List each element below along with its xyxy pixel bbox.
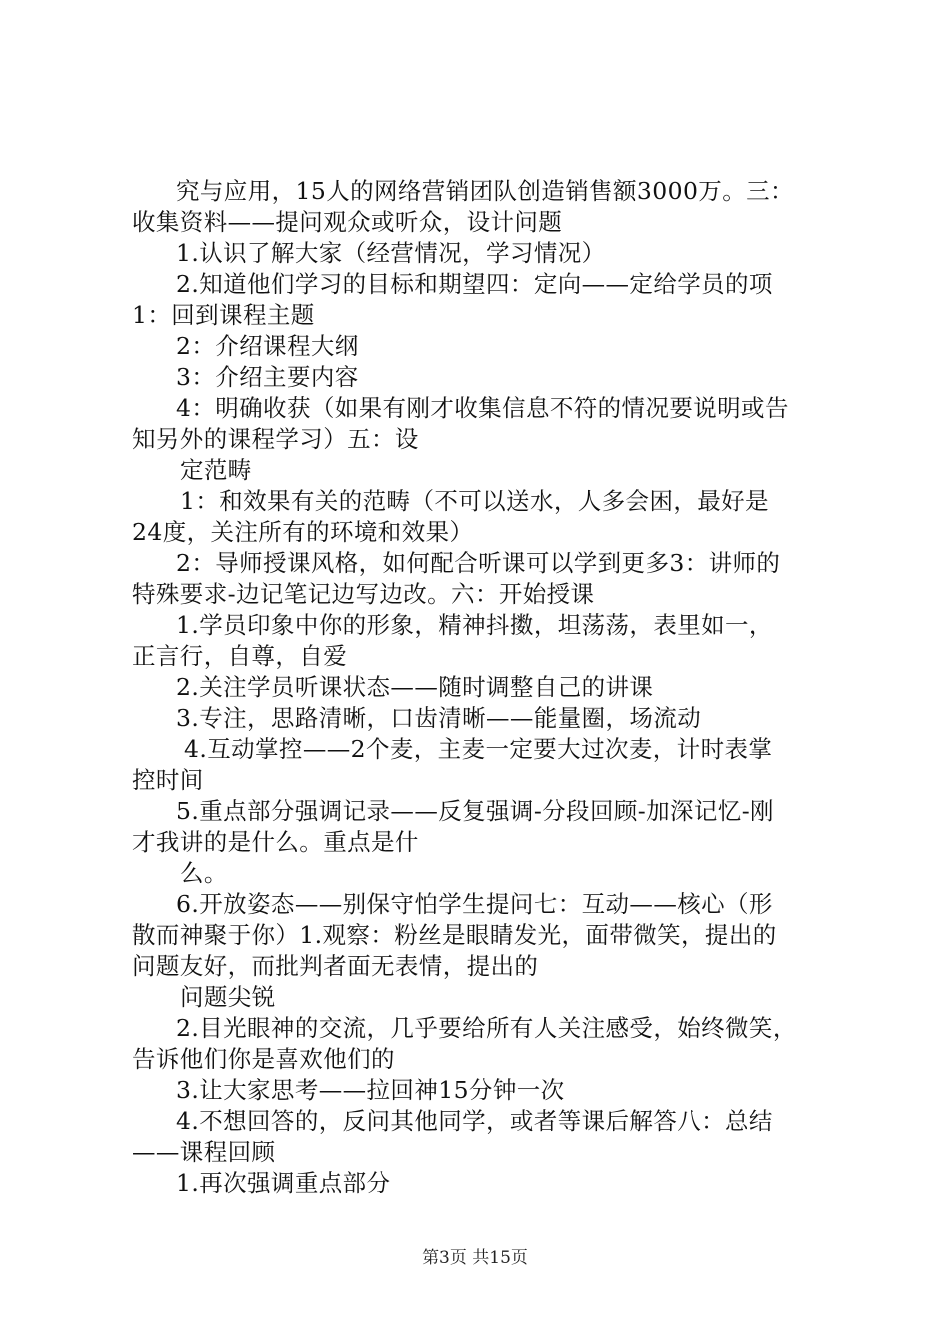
text-line: ——课程回顾 — [132, 1138, 276, 1166]
text-line: 正言行，自尊，自爱 — [132, 642, 348, 670]
text-line: 问题尖锐 — [180, 983, 276, 1011]
text-line: 2：导师授课风格，如何配合听课可以学到更多3：讲师的 — [176, 549, 781, 577]
text-line: 才我讲的是什么。重点是什 — [132, 828, 419, 856]
text-line: 4.互动掌控——2个麦，主麦一定要大过次麦，计时表掌 — [184, 735, 773, 763]
text-line: 问题友好，而批判者面无表情，提出的 — [132, 952, 539, 980]
text-line: 4：明确收获（如果有刚才收集信息不符的情况要说明或告 — [176, 394, 789, 422]
document-body — [132, 176, 832, 1199]
text-line: 定范畴 — [180, 456, 252, 484]
text-line: 5.重点部分强调记录——反复强调-分段回顾-加深记忆-刚 — [176, 797, 774, 825]
text-line: 特殊要求-边记笔记边写边改。六：开始授课 — [132, 580, 595, 608]
text-line: 3：介绍主要内容 — [176, 363, 359, 391]
text-line: 知另外的课程学习）五：设 — [132, 425, 419, 453]
text-line: 2.目光眼神的交流，几乎要给所有人关注感受，始终微笑， — [176, 1014, 797, 1042]
text-line: 告诉他们你是喜欢他们的 — [132, 1045, 395, 1073]
text-line: 1.认识了解大家（经营情况，学习情况） — [176, 239, 606, 267]
text-line: 收集资料——提问观众或听众，设计问题 — [132, 208, 563, 236]
page-number-footer: 第3页 共15页 — [422, 1248, 528, 1268]
text-line: 3.让大家思考——拉回神15分钟一次 — [176, 1076, 565, 1104]
text-line: 么。 — [180, 859, 228, 887]
text-line: 2.关注学员听课状态——随时调整自己的讲课 — [176, 673, 654, 701]
text-line: 1.学员印象中你的形象，精神抖擞，坦荡荡，表里如一， — [176, 611, 773, 639]
text-line: 1：和效果有关的范畴（不可以送水，人多会困，最好是 — [180, 487, 769, 515]
text-line: 3.专注，思路清晰，口齿清晰——能量圈，场流动 — [176, 704, 702, 732]
text-line: 散而神聚于你）1.观察：粉丝是眼睛发光，面带微笑，提出的 — [132, 921, 777, 949]
text-line: 4.不想回答的，反问其他同学，或者等课后解答八：总结 — [176, 1107, 773, 1135]
text-line: 24度，关注所有的环境和效果） — [132, 518, 474, 546]
text-line: 6.开放姿态——别保守怕学生提问七：互动——核心（形 — [176, 890, 773, 918]
text-line: 1：回到课程主题 — [132, 301, 315, 329]
text-line: 1.再次强调重点部分 — [176, 1169, 391, 1197]
text-line: 2：介绍课程大纲 — [176, 332, 359, 360]
text-line: 2.知道他们学习的目标和期望四：定向——定给学员的项 — [176, 270, 773, 298]
text-line: 究与应用，15人的网络营销团队创造销售额3000万。三： — [176, 177, 794, 205]
text-line: 控时间 — [132, 766, 204, 794]
